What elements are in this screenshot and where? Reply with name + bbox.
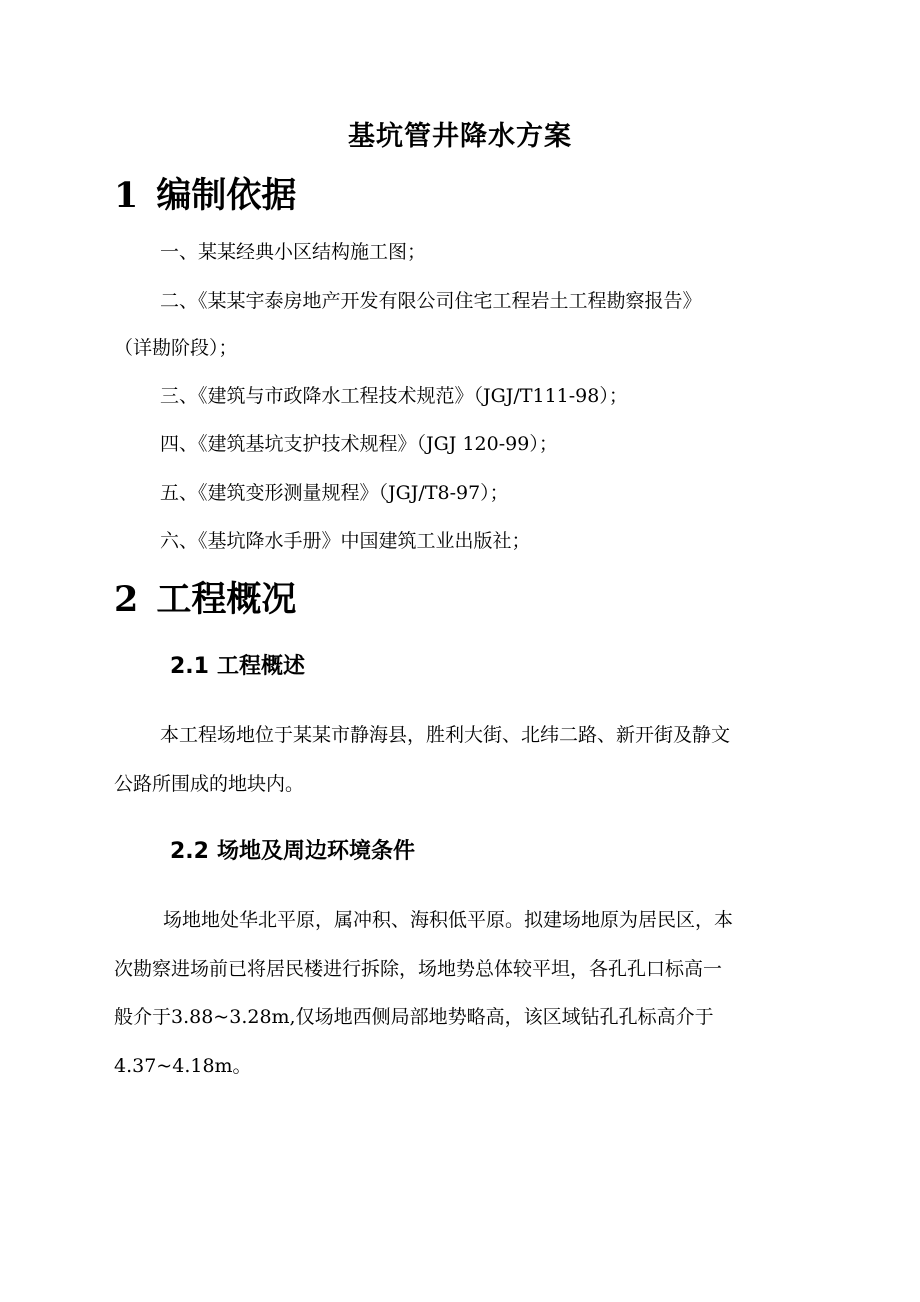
subsection-title: 工程概述: [216, 654, 305, 679]
paragraph-line: 4.37~4.18m。: [114, 1055, 252, 1077]
reference-item: 五、《建筑变形测量规程》（JGJ/T8-97）；: [160, 482, 509, 504]
section-2-heading: [114, 576, 296, 624]
paragraph-line: 公路所围成的地块内。: [114, 773, 305, 795]
section-number: 1: [114, 175, 139, 216]
section-number: 2: [114, 579, 139, 620]
paragraph-line: 般介于3.88~3.28m,仅场地西侧局部地势略高，该区域钻孔孔标高介于: [114, 1006, 714, 1028]
paragraph-line: 本工程场地位于某某市静海县，胜利大街、北纬二路、新开街及静文: [160, 724, 731, 746]
reference-item: 二、《某某宇泰房地产开发有限公司住宅工程岩土工程勘察报告》: [160, 290, 702, 312]
subsection-number: 2.1: [170, 654, 209, 679]
section-title: 工程概况: [156, 579, 297, 620]
section-1-heading: [114, 172, 296, 220]
subsection-title: 场地及周边环境条件: [216, 839, 415, 864]
document-title: 基坑管井降水方案: [348, 121, 572, 152]
reference-item: 三、《建筑与市政降水工程技术规范》（JGJ/T111-98）；: [160, 385, 628, 407]
section-title: 编制依据: [156, 175, 297, 216]
reference-item: 六、《基坑降水手册》中国建筑工业出版社；: [160, 530, 531, 552]
subsection-2-2-heading: [170, 836, 415, 868]
reference-item: 一、某某经典小区结构施工图；: [160, 241, 427, 263]
subsection-2-1-heading: [170, 651, 305, 683]
subsection-number: 2.2: [170, 839, 209, 864]
paragraph-line: 场地地处华北平原，属冲积、海积低平原。拟建场地原为居民区，本: [163, 909, 734, 931]
paragraph-line: 次勘察进场前已将居民楼进行拆除，场地势总体较平坦，各孔孔口标高一: [114, 958, 723, 980]
reference-item-continuation: （详勘阶段）；: [114, 337, 238, 359]
reference-item: 四、《建筑基坑支护技术规程》（JGJ 120-99）；: [160, 433, 558, 455]
